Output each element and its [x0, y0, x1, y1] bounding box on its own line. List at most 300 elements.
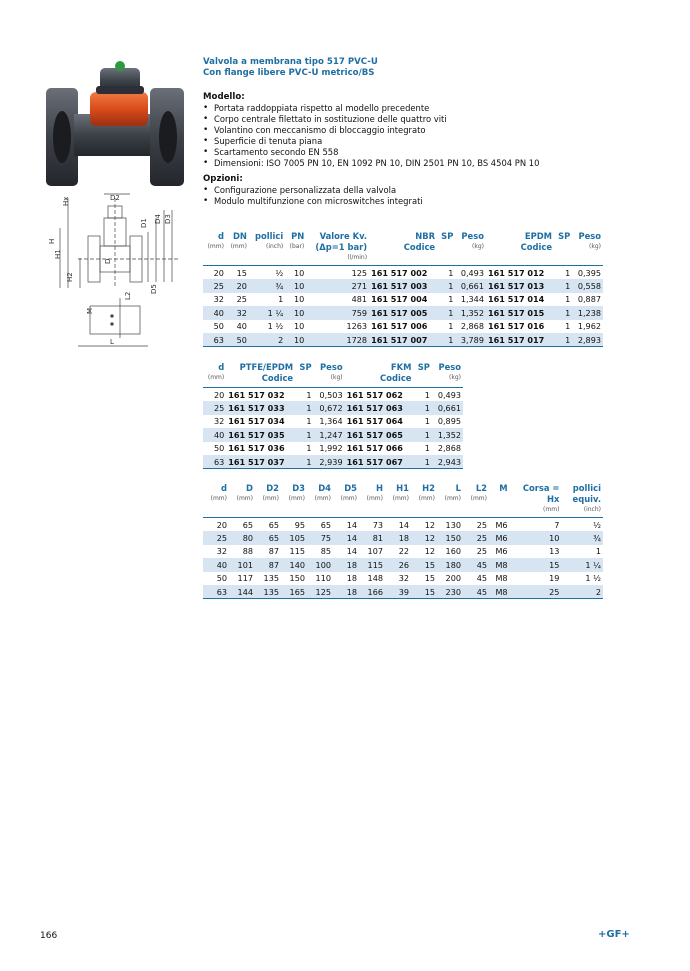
column-header-label: PN	[291, 231, 305, 241]
table-cell: 1	[448, 321, 454, 332]
valve-dimension-drawing	[38, 188, 188, 350]
table-cell: 1	[448, 294, 454, 305]
table-cell: 2,893	[572, 333, 603, 347]
table-cell: 161 517 062	[345, 388, 414, 402]
table-cell: 2,868	[460, 321, 484, 332]
table-cell: 10	[293, 321, 305, 332]
table-cell: 65	[255, 531, 281, 545]
table-cell: 25	[476, 546, 487, 557]
table-cell: 40	[203, 306, 226, 320]
table-cell: 2	[561, 585, 603, 599]
table-cell: 1	[278, 294, 284, 305]
table-cell: 39	[385, 585, 411, 599]
table-cell: 161 517 012	[486, 266, 554, 280]
table-cell: 14	[385, 518, 411, 532]
table-cell: 1,962	[577, 321, 601, 332]
table-cell: 1	[306, 416, 312, 427]
table-row	[203, 585, 603, 599]
column-header-label: PTFE/EPDM	[239, 362, 294, 372]
drawing-label-d3: D3	[164, 214, 172, 224]
dimensions-table	[203, 483, 603, 599]
table-cell: 1	[554, 279, 572, 293]
column-header	[249, 231, 285, 266]
table-cell: 12	[411, 518, 437, 532]
table-cell: 0,661	[432, 401, 463, 415]
column-header	[489, 483, 510, 518]
column-header-label: Peso	[320, 362, 343, 372]
table-cell: 45	[476, 573, 487, 584]
product-title	[203, 57, 603, 79]
table-cell: 2,939	[314, 455, 345, 469]
table-cell: 85	[320, 546, 331, 557]
column-unit: (mm)	[210, 495, 227, 502]
table-cell: 25	[236, 294, 247, 305]
table-cell: M8	[495, 573, 508, 584]
column-header	[359, 483, 385, 518]
table-cell: 161 517 004	[371, 294, 428, 305]
table-row	[203, 306, 603, 320]
drawing-label-d5: D5	[150, 284, 158, 294]
codes-table-ptfe-fkm	[203, 362, 463, 469]
table-cell: 12	[424, 546, 435, 557]
column-unit: (inch)	[583, 506, 601, 513]
table-row	[203, 518, 603, 532]
table-cell: 40	[203, 558, 229, 572]
column-header-label: d	[221, 483, 227, 493]
column-header-label: Valore Kv.	[319, 231, 368, 241]
table-cell: 3,789	[455, 333, 486, 347]
table-cell: 15	[411, 585, 437, 599]
table-cell: 14	[333, 531, 359, 545]
table-cell: 25	[463, 518, 489, 532]
table-cell: 13	[549, 546, 560, 557]
model-item: • Scartamento secondo EN 558	[203, 147, 603, 158]
table-cell: 150	[289, 573, 305, 584]
codes-table-nbr-epdm	[203, 231, 603, 347]
table-cell: 135	[263, 573, 279, 584]
column-unit: (mm)	[207, 374, 225, 381]
table-cell: 166	[359, 585, 385, 599]
table-cell: 18	[346, 573, 357, 584]
table-cell: 88	[242, 546, 253, 557]
column-unit: (mm)	[418, 495, 435, 502]
table-cell: 1	[295, 388, 313, 402]
table-cell: 2	[249, 333, 285, 347]
table-cell: 18	[385, 531, 411, 545]
column-header-label: H	[375, 483, 383, 493]
column-unit: (mm)	[444, 495, 461, 502]
column-header-label: Peso	[461, 231, 484, 241]
table-cell: 32	[398, 573, 409, 584]
option-item: • Configurazione personalizzata della valvola	[203, 185, 603, 196]
table-row	[203, 279, 603, 293]
table-cell: 2,868	[437, 443, 461, 454]
table-cell: 1	[413, 455, 431, 469]
table-cell: 20	[203, 388, 226, 402]
table-cell: 1	[565, 321, 571, 332]
table-cell: ¾	[561, 531, 603, 545]
table-cell: 161 517 014	[487, 294, 545, 305]
table-cell: M6	[489, 531, 510, 545]
table-cell: 15	[411, 558, 437, 572]
table-row	[203, 531, 603, 545]
table-cell: 1	[295, 428, 313, 442]
table-cell: 161 517 065	[345, 428, 414, 442]
column-header-label: SP	[299, 362, 312, 372]
table-cell: 45	[463, 585, 489, 599]
column-unit: (mm)	[230, 243, 247, 250]
table-cell: 115	[359, 558, 385, 572]
table-cell: 130	[437, 518, 463, 532]
column-header-label-2: equiv.	[572, 494, 601, 504]
column-header-label: EPDM	[524, 231, 553, 241]
table-cell: 1	[437, 279, 455, 293]
column-unit: (kg)	[589, 243, 601, 250]
table-cell: 481	[351, 294, 368, 305]
table-cell: 125	[307, 585, 333, 599]
table-cell: 25	[510, 585, 562, 599]
drawing-label-l: L	[110, 338, 114, 346]
table-cell: 1,352	[455, 306, 486, 320]
table-cell: 12	[411, 531, 437, 545]
table-cell: 7	[510, 518, 562, 532]
table-cell: 1	[595, 546, 601, 557]
column-header	[572, 231, 603, 266]
table-cell: 1,238	[572, 306, 603, 320]
table-cell: 161 517 017	[486, 333, 554, 347]
table-cell: 0,493	[432, 388, 463, 402]
table-cell: 63	[203, 333, 226, 347]
table-row	[203, 442, 463, 456]
table-cell: 81	[359, 531, 385, 545]
model-heading: Modello:	[203, 92, 245, 102]
table-cell: 63	[203, 585, 229, 599]
product-description	[203, 57, 603, 207]
table-cell: 759	[306, 306, 369, 320]
column-unit: (l/min)	[347, 254, 368, 261]
column-unit: (mm)	[543, 506, 560, 513]
table-cell: 1	[413, 428, 431, 442]
table-cell: 161 517 032	[226, 388, 295, 402]
column-header	[369, 231, 437, 266]
options-heading: Opzioni:	[203, 173, 243, 184]
column-header	[437, 231, 455, 266]
table-cell: 1	[437, 333, 455, 347]
table-cell: 50	[216, 573, 227, 584]
column-header	[486, 231, 554, 266]
table-cell: 26	[385, 558, 411, 572]
table-cell: 1	[424, 416, 430, 427]
title-line-2: Con flange libere PVC-U metrico/BS	[203, 68, 375, 78]
column-unit: (kg)	[472, 243, 484, 250]
table-cell: 10	[293, 294, 305, 305]
column-header-label: Peso	[438, 362, 461, 372]
column-header	[229, 483, 255, 518]
table-cell: 20	[203, 266, 226, 280]
table-cell: 1	[554, 266, 572, 280]
table-cell: 50	[213, 443, 225, 454]
table-cell: 160	[445, 546, 461, 557]
table-cell: 32	[226, 306, 249, 320]
table-cell: 20	[203, 518, 229, 532]
column-unit: (mm)	[340, 495, 357, 502]
table-cell: 87	[255, 558, 281, 572]
column-header	[203, 362, 226, 388]
table-cell: 165	[281, 585, 307, 599]
table-cell: 0,558	[572, 279, 603, 293]
table-cell: 32	[216, 546, 227, 557]
table-row	[203, 455, 463, 469]
table-cell: 161 517 037	[226, 455, 295, 469]
column-unit: (kg)	[330, 374, 343, 381]
column-header-label-2: Codice	[261, 373, 294, 383]
table-cell: 1 ¼	[561, 558, 603, 572]
table-cell: 10	[285, 266, 306, 280]
table-cell: 0,672	[314, 401, 345, 415]
column-header-label-2: Codice	[380, 373, 412, 383]
table-cell: 25	[203, 531, 229, 545]
table-row	[203, 545, 603, 559]
column-header	[455, 231, 486, 266]
table-cell: 50	[213, 321, 224, 332]
column-header	[226, 231, 249, 266]
table-cell: 10	[285, 333, 306, 347]
column-unit: (mm)	[207, 243, 224, 250]
table-cell: 0,895	[437, 416, 461, 427]
table-cell: 22	[398, 546, 409, 557]
gf-logo: +GF+	[598, 929, 630, 940]
table-row	[203, 572, 603, 586]
column-header-label: SP	[558, 231, 571, 241]
column-header	[554, 231, 572, 266]
table-cell: 1,352	[432, 428, 463, 442]
table-cell: 161 517 007	[369, 333, 437, 347]
table-cell: 0,661	[455, 279, 486, 293]
column-header	[226, 362, 295, 388]
column-header	[561, 483, 603, 518]
column-header	[203, 483, 229, 518]
column-header	[333, 483, 359, 518]
model-item: • Portata raddoppiata rispetto al modello precedente	[203, 103, 603, 114]
table-cell: 1263	[346, 321, 368, 332]
table-cell: 14	[333, 518, 359, 532]
table-cell: 10	[510, 531, 562, 545]
table-cell: 230	[437, 585, 463, 599]
table-cell: 0,503	[314, 388, 345, 402]
table-row	[203, 333, 603, 347]
table-cell: 25	[203, 401, 226, 415]
column-header-label: D	[246, 483, 253, 493]
column-header	[314, 362, 345, 388]
column-header	[306, 231, 369, 266]
table-cell: 161 517 034	[228, 416, 285, 427]
column-header	[281, 483, 307, 518]
table-cell: M8	[489, 585, 510, 599]
table-cell: 1,344	[460, 294, 484, 305]
column-unit: (mm)	[470, 495, 487, 502]
table-cell: 161 517 033	[226, 401, 295, 415]
column-unit: (mm)	[366, 495, 383, 502]
table-cell: 0,493	[455, 266, 486, 280]
table-cell: 25	[463, 531, 489, 545]
column-header	[295, 362, 313, 388]
table-cell: ¾	[249, 279, 285, 293]
column-unit: (mm)	[236, 495, 253, 502]
column-header	[413, 362, 431, 388]
column-header-label: H2	[422, 483, 435, 493]
table-cell: 101	[229, 558, 255, 572]
table-cell: 107	[367, 546, 383, 557]
option-item: • Modulo multifunzione con microswitches integrati	[203, 196, 603, 207]
table-cell: 135	[255, 585, 281, 599]
table-cell: 65	[229, 518, 255, 532]
table-cell: 14	[346, 546, 357, 557]
table-cell: 115	[289, 546, 305, 557]
model-item: • Superficie di tenuta piana	[203, 136, 603, 147]
table-cell: 18	[333, 558, 359, 572]
title-line-1: Valvola a membrana tipo 517 PVC-U	[203, 57, 378, 67]
column-unit: (inch)	[265, 243, 284, 250]
table-row	[203, 388, 463, 402]
column-header-label: Peso	[578, 231, 601, 241]
table-cell: 161 517 066	[346, 443, 403, 454]
table-cell: 95	[281, 518, 307, 532]
table-cell: M6	[489, 518, 510, 532]
drawing-label-d: D	[104, 258, 112, 264]
table-row	[203, 266, 603, 280]
column-header-label: d	[218, 362, 225, 372]
model-list	[203, 103, 603, 170]
table-cell: 1	[295, 455, 313, 469]
table-cell: 161 517 035	[226, 428, 295, 442]
table-cell: 1	[413, 388, 431, 402]
table-cell: 161 517 036	[228, 443, 285, 454]
table-cell: 1	[424, 443, 430, 454]
table-cell: 161 517 015	[486, 306, 554, 320]
table-cell: 1	[565, 294, 571, 305]
column-header-label: D5	[344, 483, 357, 493]
column-header-label: SP	[417, 362, 430, 372]
table-cell: 1,247	[314, 428, 345, 442]
table-cell: 50	[226, 333, 249, 347]
table-cell: 105	[281, 531, 307, 545]
table-row	[203, 415, 463, 429]
column-header	[385, 483, 411, 518]
valve-product-image	[40, 58, 188, 188]
column-header	[203, 231, 226, 266]
column-header-label: H1	[396, 483, 409, 493]
table-cell: 161 517 063	[345, 401, 414, 415]
table-cell: 75	[307, 531, 333, 545]
model-item: • Dimensioni: ISO 7005 PN 10, EN 1092 PN 10, DIN 2501 PN 10, BS 4504 PN 10	[203, 158, 603, 169]
table-cell: ½	[561, 518, 603, 532]
table-cell: 65	[255, 518, 281, 532]
table-cell: 32	[213, 294, 224, 305]
column-header-label-2: (Δp=1 bar)	[315, 242, 368, 252]
table-cell: 65	[307, 518, 333, 532]
table-row	[203, 293, 603, 307]
table-cell: 100	[307, 558, 333, 572]
column-header	[437, 483, 463, 518]
column-header-label: M	[499, 483, 508, 493]
column-header	[285, 231, 306, 266]
table-cell: 148	[367, 573, 383, 584]
table-cell: 15	[510, 558, 562, 572]
column-header-label: Corsa =	[522, 483, 560, 493]
table-cell: 161 517 002	[369, 266, 437, 280]
table-cell: 80	[229, 531, 255, 545]
table-cell: 161 517 006	[371, 321, 428, 332]
column-header	[307, 483, 333, 518]
table-cell: 15	[424, 573, 435, 584]
column-header-label: d	[217, 231, 224, 241]
table-cell: 1	[554, 333, 572, 347]
table-cell: 0,395	[572, 266, 603, 280]
column-unit: (mm)	[288, 495, 305, 502]
table-cell: 0,887	[577, 294, 601, 305]
column-header-label: D3	[292, 483, 305, 493]
table-cell: 125	[306, 266, 369, 280]
column-unit: (mm)	[262, 495, 279, 502]
table-cell: 18	[333, 585, 359, 599]
model-item: • Volantino con meccanismo di bloccaggio integrato	[203, 125, 603, 136]
table-cell: 19	[549, 573, 560, 584]
table-cell: 161 517 016	[487, 321, 545, 332]
drawing-label-d1: D1	[140, 218, 148, 228]
column-header	[411, 483, 437, 518]
table-cell: 1728	[306, 333, 369, 347]
table-cell: 1 ½	[585, 573, 601, 584]
column-unit: (mm)	[314, 495, 331, 502]
column-header-label-2: Hx	[547, 494, 560, 504]
table-cell: 2,943	[432, 455, 463, 469]
table-cell: 1	[306, 443, 312, 454]
column-header	[432, 362, 463, 388]
column-header-label: pollici	[572, 483, 601, 493]
column-header-label: L	[455, 483, 461, 493]
table-cell: 25	[203, 279, 226, 293]
column-unit: (kg)	[449, 374, 461, 381]
drawing-label-hx: Hx	[62, 196, 70, 206]
table-cell: 63	[203, 455, 226, 469]
table-cell: 10	[285, 306, 306, 320]
column-unit: (mm)	[392, 495, 409, 502]
table-cell: M6	[495, 546, 508, 557]
table-cell: 1	[413, 401, 431, 415]
column-unit: (bar)	[289, 243, 305, 250]
table-cell: 1	[437, 306, 455, 320]
column-header-label: SP	[441, 231, 454, 241]
table-cell: 200	[445, 573, 461, 584]
column-header-label: D2	[266, 483, 279, 493]
table-cell: 161 517 003	[369, 279, 437, 293]
table-cell: 1,364	[319, 416, 343, 427]
table-cell: 45	[463, 558, 489, 572]
column-header-label-2: Codice	[520, 242, 553, 252]
table-cell: 10	[285, 279, 306, 293]
column-header-label: pollici	[255, 231, 284, 241]
column-header	[255, 483, 281, 518]
table-cell: 1 ½	[267, 321, 284, 332]
column-header	[510, 483, 562, 518]
table-row	[203, 401, 463, 415]
table-cell: 144	[229, 585, 255, 599]
column-header-label: D4	[318, 483, 331, 493]
table-cell: 150	[437, 531, 463, 545]
drawing-label-l2: L2	[124, 291, 132, 300]
table-cell: 40	[236, 321, 247, 332]
column-header-label: FKM	[390, 362, 412, 372]
